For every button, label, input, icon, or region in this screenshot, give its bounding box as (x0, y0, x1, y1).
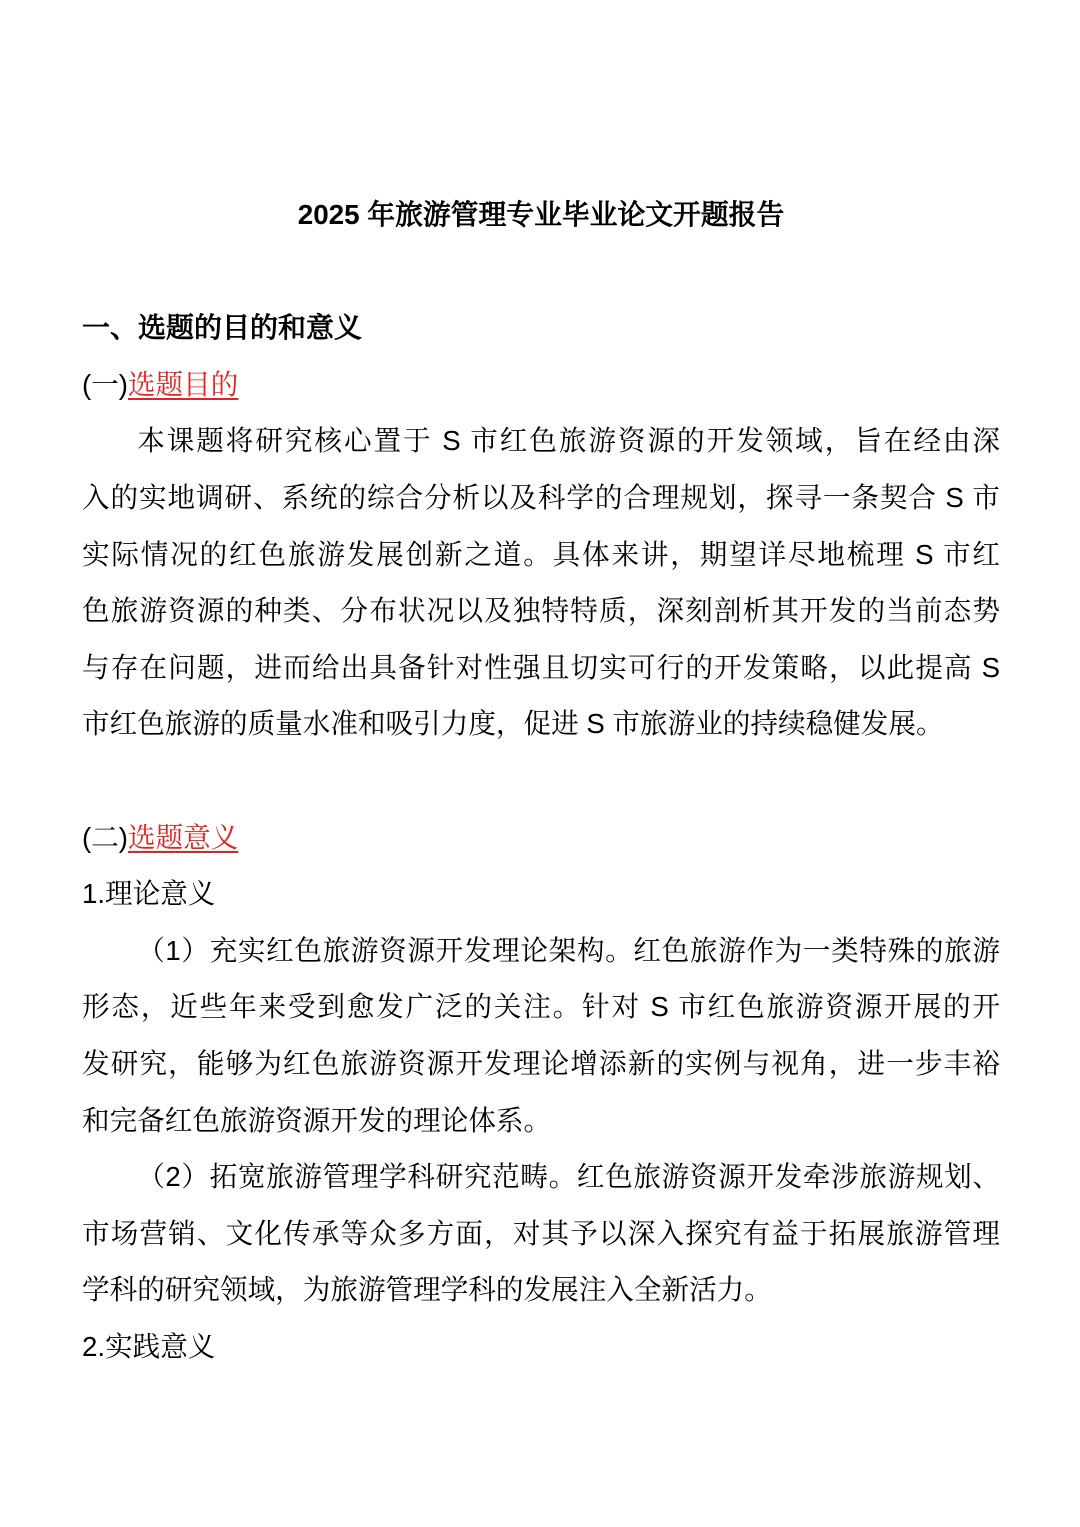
blank-line (82, 753, 1000, 810)
paragraph-line: 入的实地调研、系统的综合分析以及科学的合理规划，探寻一条契合 S 市 (82, 481, 1000, 513)
significance-link[interactable]: 选题意义 (127, 821, 239, 853)
paragraph-line: 市红色旅游的质量水准和吸引力度，促进 S 市旅游业的持续稳健发展。 (82, 708, 944, 740)
paragraph-line: 学科的研究领域，为旅游管理学科的发展注入全新活力。 (82, 1274, 772, 1306)
paragraph-line: 与存在问题，进而给出具备针对性强且切实可行的开发策略，以此提高 S (82, 651, 1000, 683)
section-heading: 一、选题的目的和意义 (82, 312, 363, 344)
paragraph-line: 实际情况的红色旅游发展创新之道。具体来讲，期望详尽地梳理 S 市红 (82, 538, 1000, 570)
purpose-paragraph (82, 413, 1000, 753)
purpose-link[interactable]: 选题目的 (127, 368, 239, 400)
paragraph-line: 和完备红色旅游资源开发的理论体系。 (82, 1104, 552, 1136)
document-title: 2025 年旅游管理专业毕业论文开题报告 (297, 199, 785, 230)
paragraph-line: 色旅游资源的种类、分布状况以及独特特质，深刻剖析其开发的当前态势 (82, 595, 1000, 627)
subsection-prefix: (二) (82, 821, 128, 853)
document-body (82, 187, 1000, 1375)
paragraph-line: 本课题将研究核心置于 S 市红色旅游资源的开发领域，旨在经由深 (137, 425, 1000, 457)
subsection-prefix: (一) (82, 368, 128, 400)
paragraph-line: 市场营销、文化传承等众多方面，对其予以深入探究有益于拓展旅游管理 (82, 1217, 1000, 1249)
paragraph-line: （1）充实红色旅游资源开发理论架构。红色旅游作为一类特殊的旅游 (137, 934, 1000, 966)
theory-item-2 (82, 1149, 1000, 1319)
practice-heading: 2.实践意义 (82, 1330, 216, 1362)
paragraph-line: 发研究，能够为红色旅游资源开发理论增添新的实例与视角，进一步丰裕 (82, 1047, 1000, 1079)
theory-heading: 1.理论意义 (82, 878, 216, 910)
subsection-purpose (82, 357, 1000, 414)
paragraph-line: （2）拓宽旅游管理学科研究范畴。红色旅游资源开发牵涉旅游规划、 (137, 1161, 1000, 1193)
theory-item-1 (82, 923, 1000, 1149)
blank-line (82, 244, 1000, 301)
paragraph-line: 形态，近些年来受到愈发广泛的关注。针对 S 市红色旅游资源开展的开 (82, 991, 1000, 1023)
subsection-significance (82, 810, 1000, 867)
